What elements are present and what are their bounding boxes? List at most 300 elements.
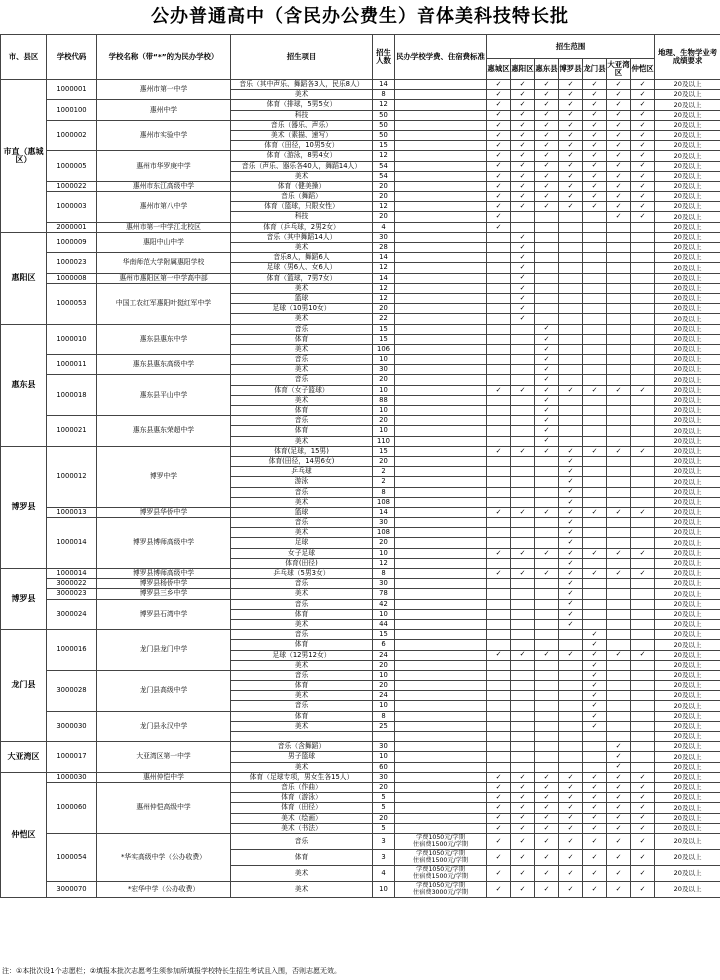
region-check-cell: [583, 273, 607, 283]
check-icon: ✓: [511, 120, 535, 130]
region-check-cell: [607, 304, 631, 314]
region-check-cell: [631, 752, 655, 762]
requirement-cell: 20及以上: [655, 823, 720, 833]
fee-cell: [395, 752, 487, 762]
table-row: [1, 589, 720, 599]
check-icon: ✓: [511, 304, 535, 314]
requirement-cell: 20及以上: [655, 599, 720, 609]
school-code-cell: 1000002: [47, 120, 97, 151]
check-icon: ✓: [511, 569, 535, 579]
table-row: [1, 192, 720, 202]
fee-cell: [395, 579, 487, 589]
check-icon: ✓: [511, 793, 535, 803]
region-check-cell: [631, 732, 655, 742]
fee-cell: [395, 793, 487, 803]
table-row: [1, 742, 720, 752]
fee-cell: [395, 569, 487, 579]
fee-cell: [395, 650, 487, 660]
requirement-cell: 20及以上: [655, 283, 720, 293]
requirement-cell: 20及以上: [655, 355, 720, 365]
region-check-cell: [631, 426, 655, 436]
region-check-cell: [535, 589, 559, 599]
requirement-cell: 20及以上: [655, 619, 720, 629]
count-cell: 10: [373, 385, 395, 395]
fee-cell: [395, 477, 487, 487]
fee-cell: [395, 742, 487, 752]
fee-cell: [395, 243, 487, 253]
region-check-cell: [607, 487, 631, 497]
fee-cell: [395, 670, 487, 680]
school-name-cell: 惠州市东江高级中学: [97, 181, 231, 191]
region-check-cell: [487, 314, 511, 324]
region-check-cell: [559, 304, 583, 314]
region-check-cell: [583, 416, 607, 426]
region-check-cell: [487, 528, 511, 538]
check-icon: ✓: [607, 569, 631, 579]
region-check-cell: [559, 752, 583, 762]
region-check-cell: [535, 711, 559, 721]
region-check-cell: [607, 324, 631, 334]
fee-cell: [395, 823, 487, 833]
school-code-cell: 1000022: [47, 181, 97, 191]
fee-cell: [395, 732, 487, 742]
fee-cell: [395, 619, 487, 629]
requirement-cell: 20及以上: [655, 273, 720, 283]
count-cell: 20: [373, 681, 395, 691]
count-cell: 20: [373, 538, 395, 548]
school-name-cell: 中国工农红军惠阳叶挺红军中学: [97, 283, 231, 324]
region-check-cell: [487, 395, 511, 405]
check-icon: ✓: [487, 813, 511, 823]
region-check-cell: [559, 640, 583, 650]
project-cell: 美术: [231, 171, 373, 181]
region-check-cell: [607, 579, 631, 589]
check-icon: ✓: [583, 865, 607, 881]
fee-cell: 学费1050元/学期 住宿费1500元/学期: [395, 833, 487, 849]
region-check-cell: [559, 232, 583, 242]
region-check-cell: [607, 477, 631, 487]
table-row: [1, 772, 720, 782]
school-name-cell: 博罗县博师高级中学: [97, 569, 231, 579]
page-title: 公办普通高中（含民办公费生）音体美科技特长批: [151, 6, 569, 27]
check-icon: ✓: [607, 192, 631, 202]
region-check-cell: [607, 365, 631, 375]
count-cell: 6: [373, 640, 395, 650]
region-check-cell: [511, 742, 535, 752]
school-code-cell: 1000018: [47, 375, 97, 416]
check-icon: ✓: [511, 803, 535, 813]
school-name-cell: 龙门县龙门中学: [97, 630, 231, 671]
fee-cell: [395, 283, 487, 293]
region-check-cell: [583, 599, 607, 609]
check-icon: ✓: [631, 212, 655, 222]
requirement-cell: 20及以上: [655, 518, 720, 528]
fee-cell: [395, 518, 487, 528]
school-code-cell: 3000022: [47, 579, 97, 589]
region-check-cell: [631, 283, 655, 293]
region-check-cell: [583, 232, 607, 242]
check-icon: ✓: [487, 212, 511, 222]
count-cell: 60: [373, 762, 395, 772]
fee-cell: [395, 130, 487, 140]
check-icon: ✓: [559, 477, 583, 487]
region-check-cell: [559, 426, 583, 436]
check-icon: ✓: [559, 538, 583, 548]
region-check-cell: [511, 436, 535, 446]
check-icon: ✓: [535, 772, 559, 782]
count-cell: 10: [373, 670, 395, 680]
region-check-cell: [535, 497, 559, 507]
count-cell: 12: [373, 293, 395, 303]
count-cell: 14: [373, 507, 395, 517]
school-code-cell: 1000014: [47, 518, 97, 569]
school-name-cell: 大亚湾区第一中学: [97, 742, 231, 773]
check-icon: ✓: [511, 202, 535, 212]
check-icon: ✓: [631, 161, 655, 171]
region-check-cell: [511, 477, 535, 487]
fee-cell: [395, 772, 487, 782]
region-check-cell: [631, 518, 655, 528]
check-icon: ✓: [559, 518, 583, 528]
fee-cell: [395, 558, 487, 568]
check-icon: ✓: [583, 120, 607, 130]
table-row: [1, 507, 720, 517]
fee-cell: [395, 538, 487, 548]
region-check-cell: [487, 497, 511, 507]
project-cell: 美术: [231, 90, 373, 100]
check-icon: ✓: [511, 881, 535, 897]
fee-cell: [395, 395, 487, 405]
fee-cell: [395, 212, 487, 222]
region-check-cell: [535, 293, 559, 303]
check-icon: ✓: [559, 849, 583, 865]
region-check-cell: [631, 375, 655, 385]
requirement-cell: 20及以上: [655, 130, 720, 140]
table-row: [1, 324, 720, 334]
region-check-cell: [487, 232, 511, 242]
region-check-cell: [511, 416, 535, 426]
requirement-cell: 20及以上: [655, 701, 720, 711]
project-cell: 美术: [231, 528, 373, 538]
school-name-cell: 惠阳中山中学: [97, 232, 231, 252]
project-cell: 音乐: [231, 579, 373, 589]
project-cell: 体育（健美操）: [231, 181, 373, 191]
count-cell: 20: [373, 456, 395, 466]
region-check-cell: [487, 599, 511, 609]
requirement-cell: 20及以上: [655, 436, 720, 446]
region-check-cell: [631, 619, 655, 629]
region-check-cell: [607, 640, 631, 650]
school-code-cell: 1000021: [47, 416, 97, 447]
table-row: [1, 151, 720, 161]
check-icon: ✓: [559, 782, 583, 792]
project-cell: 美术: [231, 344, 373, 354]
check-icon: ✓: [559, 772, 583, 782]
project-cell: 音乐: [231, 324, 373, 334]
project-cell: 体育(足球，15男): [231, 446, 373, 456]
school-name-cell: 华南师范大学附属惠阳学校: [97, 253, 231, 273]
fee-cell: [395, 467, 487, 477]
region-check-cell: [631, 304, 655, 314]
requirement-cell: 20及以上: [655, 192, 720, 202]
region-check-cell: [631, 365, 655, 375]
project-cell: 体育（足球专项，男女生各15人）: [231, 772, 373, 782]
fee-cell: [395, 630, 487, 640]
check-icon: ✓: [511, 151, 535, 161]
region-check-cell: [487, 283, 511, 293]
check-icon: ✓: [559, 609, 583, 619]
project-cell: 音乐: [231, 375, 373, 385]
header-region-dayawan: 大亚湾区: [607, 59, 631, 80]
region-check-cell: [607, 436, 631, 446]
region-check-cell: [631, 579, 655, 589]
region-check-cell: [511, 599, 535, 609]
fee-cell: [395, 711, 487, 721]
check-icon: ✓: [631, 803, 655, 813]
region-check-cell: [631, 691, 655, 701]
check-icon: ✓: [583, 849, 607, 865]
table-row: [1, 670, 720, 680]
requirement-cell: 20及以上: [655, 528, 720, 538]
check-icon: ✓: [631, 100, 655, 110]
region-check-cell: [535, 599, 559, 609]
region-check-cell: [559, 406, 583, 416]
school-name-cell: 博罗县博师高级中学: [97, 518, 231, 569]
header-region-longmen: 龙门县: [583, 59, 607, 80]
region-check-cell: [607, 283, 631, 293]
count-cell: 15: [373, 141, 395, 151]
admission-table: [0, 34, 720, 898]
check-icon: ✓: [631, 385, 655, 395]
region-check-cell: [583, 497, 607, 507]
region-check-cell: [511, 324, 535, 334]
fee-cell: 学费1050元/学期 住宿费1500元/学期: [395, 865, 487, 881]
fee-cell: [395, 660, 487, 670]
region-check-cell: [631, 314, 655, 324]
check-icon: ✓: [631, 171, 655, 181]
region-check-cell: [487, 416, 511, 426]
check-icon: ✓: [487, 151, 511, 161]
region-check-cell: [583, 742, 607, 752]
project-cell: 音乐: [231, 670, 373, 680]
region-check-cell: [511, 762, 535, 772]
check-icon: ✓: [559, 130, 583, 140]
requirement-cell: 20及以上: [655, 742, 720, 752]
table-row: [1, 518, 720, 528]
count-cell: 2: [373, 467, 395, 477]
table-row: [1, 273, 720, 283]
check-icon: ✓: [559, 579, 583, 589]
region-check-cell: [487, 324, 511, 334]
requirement-cell: 20及以上: [655, 293, 720, 303]
check-icon: ✓: [631, 849, 655, 865]
region-check-cell: [535, 701, 559, 711]
count-cell: 10: [373, 406, 395, 416]
school-name-cell: 龙门县高级中学: [97, 670, 231, 711]
check-icon: ✓: [535, 334, 559, 344]
region-check-cell: [487, 640, 511, 650]
region-check-cell: [559, 732, 583, 742]
check-icon: ✓: [535, 416, 559, 426]
fee-cell: [395, 355, 487, 365]
project-cell: 美术: [231, 865, 373, 881]
check-icon: ✓: [607, 507, 631, 517]
school-code-cell: 3000024: [47, 599, 97, 630]
region-check-cell: [535, 732, 559, 742]
check-icon: ✓: [535, 426, 559, 436]
check-icon: ✓: [583, 100, 607, 110]
school-name-cell: 龙门县永汉中学: [97, 711, 231, 742]
requirement-cell: 20及以上: [655, 558, 720, 568]
school-name-cell: 惠东县惠东荣超中学: [97, 416, 231, 447]
fee-cell: [395, 640, 487, 650]
requirement-cell: 20及以上: [655, 446, 720, 456]
check-icon: ✓: [487, 849, 511, 865]
fee-cell: [395, 803, 487, 813]
count-cell: 5: [373, 823, 395, 833]
check-icon: ✓: [535, 395, 559, 405]
check-icon: ✓: [583, 80, 607, 90]
check-icon: ✓: [631, 569, 655, 579]
project-cell: 科技: [231, 212, 373, 222]
requirement-cell: 20及以上: [655, 314, 720, 324]
region-check-cell: [583, 334, 607, 344]
check-icon: ✓: [535, 130, 559, 140]
region-check-cell: [559, 314, 583, 324]
check-icon: ✓: [607, 823, 631, 833]
check-icon: ✓: [511, 823, 535, 833]
table-row: [1, 80, 720, 90]
requirement-cell: 20及以上: [655, 762, 720, 772]
fee-cell: [395, 548, 487, 558]
school-code-cell: 1000005: [47, 151, 97, 182]
requirement-cell: 20及以上: [655, 304, 720, 314]
region-check-cell: [583, 283, 607, 293]
count-cell: 50: [373, 120, 395, 130]
requirement-cell: 20及以上: [655, 660, 720, 670]
header-region-huicheng: 惠城区: [487, 59, 511, 80]
check-icon: ✓: [583, 181, 607, 191]
fee-cell: [395, 253, 487, 263]
check-icon: ✓: [607, 110, 631, 120]
requirement-cell: 20及以上: [655, 100, 720, 110]
region-check-cell: [487, 630, 511, 640]
check-icon: ✓: [631, 110, 655, 120]
region-check-cell: [583, 619, 607, 629]
table-row: [1, 416, 720, 426]
check-icon: ✓: [583, 681, 607, 691]
region-check-cell: [583, 304, 607, 314]
requirement-cell: 20及以上: [655, 650, 720, 660]
check-icon: ✓: [607, 90, 631, 100]
check-icon: ✓: [535, 406, 559, 416]
region-check-cell: [511, 355, 535, 365]
check-icon: ✓: [559, 141, 583, 151]
check-icon: ✓: [559, 865, 583, 881]
check-icon: ✓: [487, 772, 511, 782]
project-cell: 体育（田径）: [231, 803, 373, 813]
region-check-cell: [511, 732, 535, 742]
region-check-cell: [607, 711, 631, 721]
footnote: 注：①本批次设1个志愿栏；②填报本批次志愿考生须参加所填报学校特长生招生考试且入围，否则志愿无效。: [2, 967, 342, 975]
region-check-cell: [631, 660, 655, 670]
region-check-cell: [559, 324, 583, 334]
school-name-cell: 惠州市第一中学: [97, 80, 231, 100]
project-cell: 足球（10男10女）: [231, 304, 373, 314]
check-icon: ✓: [631, 782, 655, 792]
check-icon: ✓: [583, 793, 607, 803]
project-cell: 美术: [231, 619, 373, 629]
check-icon: ✓: [583, 110, 607, 120]
region-check-cell: [535, 579, 559, 589]
count-cell: 50: [373, 110, 395, 120]
region-check-cell: [631, 355, 655, 365]
check-icon: ✓: [631, 446, 655, 456]
school-name-cell: 惠东县惠东中学: [97, 324, 231, 355]
check-icon: ✓: [535, 833, 559, 849]
check-icon: ✓: [559, 823, 583, 833]
count-cell: 4: [373, 222, 395, 232]
header-school-code: 学校代码: [47, 35, 97, 80]
region-check-cell: [607, 395, 631, 405]
requirement-cell: 20及以上: [655, 395, 720, 405]
project-cell: 足球: [231, 538, 373, 548]
check-icon: ✓: [583, 385, 607, 395]
requirement-cell: 20及以上: [655, 232, 720, 242]
school-name-cell: 惠东县惠东高级中学: [97, 355, 231, 375]
check-icon: ✓: [559, 90, 583, 100]
region-check-cell: [487, 742, 511, 752]
region-check-cell: [511, 691, 535, 701]
check-icon: ✓: [487, 833, 511, 849]
region-check-cell: [607, 273, 631, 283]
count-cell: 14: [373, 273, 395, 283]
region-check-cell: [487, 660, 511, 670]
region-check-cell: [559, 375, 583, 385]
region-check-cell: [535, 762, 559, 772]
region-check-cell: [607, 375, 631, 385]
count-cell: 15: [373, 334, 395, 344]
school-name-cell: 博罗县石湾中学: [97, 599, 231, 630]
count-cell: 10: [373, 609, 395, 619]
check-icon: ✓: [511, 171, 535, 181]
check-icon: ✓: [583, 151, 607, 161]
region-check-cell: [511, 752, 535, 762]
check-icon: ✓: [535, 650, 559, 660]
region-check-cell: [535, 232, 559, 242]
check-icon: ✓: [607, 803, 631, 813]
project-cell: 体育（游泳）: [231, 793, 373, 803]
check-icon: ✓: [535, 569, 559, 579]
region-check-cell: [559, 660, 583, 670]
check-icon: ✓: [631, 793, 655, 803]
check-icon: ✓: [511, 772, 535, 782]
region-check-cell: [631, 701, 655, 711]
fee-cell: 学费1050元/学期 住宿费1500元/学期: [395, 849, 487, 865]
requirement-cell: 20及以上: [655, 456, 720, 466]
table-row: [1, 599, 720, 609]
region-check-cell: [511, 467, 535, 477]
requirement-cell: 20及以上: [655, 670, 720, 680]
requirement-cell: 20及以上: [655, 833, 720, 849]
fee-cell: [395, 507, 487, 517]
region-check-cell: [607, 589, 631, 599]
count-cell: 20: [373, 192, 395, 202]
check-icon: ✓: [583, 691, 607, 701]
check-icon: ✓: [535, 344, 559, 354]
count-cell: 30: [373, 742, 395, 752]
check-icon: ✓: [559, 80, 583, 90]
